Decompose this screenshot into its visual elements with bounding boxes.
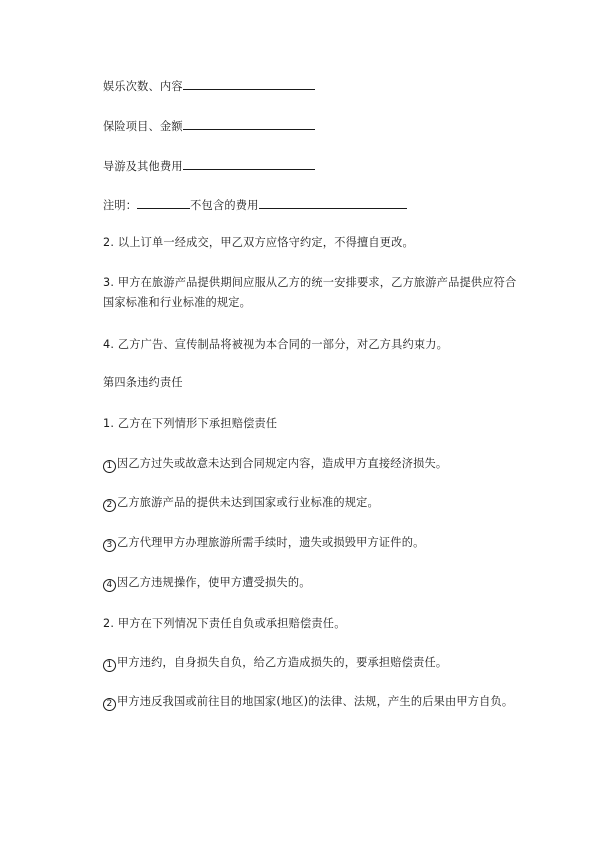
entertainment-blank — [183, 78, 315, 90]
sub-2-item-1-text: 甲方违约，自身损失自负，给乙方造成损失的，要承担赔偿责任。 — [117, 656, 448, 669]
note-prefix: 注明： — [103, 199, 138, 212]
circled-number-3: 3 — [103, 539, 116, 552]
sub-1-item-2 — [103, 496, 379, 512]
circled-number-2: 2 — [103, 499, 116, 512]
sub-1-item-4-text: 因乙方违规操作，使甲方遭受损失的。 — [117, 576, 311, 589]
note-middle: 不包含的费用 — [190, 199, 259, 212]
sub-2-title — [103, 617, 346, 631]
item-3-text: 3. 甲方在旅游产品提供期间应服从乙方的统一安排要求，乙方旅游产品提供应符合国家标准和行业标准的规定。 — [103, 276, 517, 309]
entertainment-line — [103, 78, 315, 94]
note-blank-1 — [137, 197, 190, 209]
section-4-title — [103, 376, 183, 390]
circled-number-4: 4 — [103, 579, 116, 592]
section-4-title-text: 第四条违约责任 — [103, 376, 183, 389]
item-2-text: 2. 以上订单一经成交，甲乙双方应恪守约定，不得擅自更改。 — [103, 236, 414, 249]
item-2 — [103, 236, 414, 250]
sub-2-item-1 — [103, 656, 447, 672]
guide-fees-line — [103, 158, 315, 174]
note-line — [103, 197, 407, 213]
insurance-line — [103, 118, 315, 134]
sub-1-item-3-text: 乙方代理甲方办理旅游所需手续时，遗失或损毁甲方证件的。 — [117, 536, 425, 549]
guide-fees-blank — [183, 158, 315, 170]
sub-1-item-3 — [103, 536, 424, 552]
sub-1-item-1 — [103, 457, 447, 473]
circled-number-2: 2 — [103, 698, 116, 711]
sub-1-title — [103, 417, 277, 431]
insurance-label: 保险项目、金额 — [103, 120, 183, 133]
circled-number-1: 1 — [103, 460, 116, 473]
sub-1-item-1-text: 因乙方过失或故意未达到合同规定内容，造成甲方直接经济损失。 — [117, 457, 448, 470]
note-blank-2 — [259, 197, 407, 209]
item-4 — [103, 338, 448, 352]
sub-2-item-2-text: 甲方违反我国或前往目的地国家(地区)的法律、法规，产生的后果由甲方自负。 — [117, 695, 514, 708]
insurance-blank — [183, 118, 315, 130]
circled-number-1: 1 — [103, 659, 116, 672]
sub-1-item-4 — [103, 576, 311, 592]
entertainment-label: 娱乐次数、内容 — [103, 80, 183, 93]
guide-fees-label: 导游及其他费用 — [103, 160, 183, 173]
item-4-text: 4. 乙方广告、宣传制品将被视为本合同的一部分，对乙方具约束力。 — [103, 338, 449, 351]
sub-2-item-2 — [103, 692, 525, 712]
sub-1-title-text: 1. 乙方在下列情形下承担赔偿责任 — [103, 417, 278, 430]
sub-1-item-2-text: 乙方旅游产品的提供未达到国家或行业标准的规定。 — [117, 496, 379, 509]
sub-2-title-text: 2. 甲方在下列情况下责任自负或承担赔偿责任。 — [103, 617, 346, 630]
item-3 — [103, 273, 525, 313]
